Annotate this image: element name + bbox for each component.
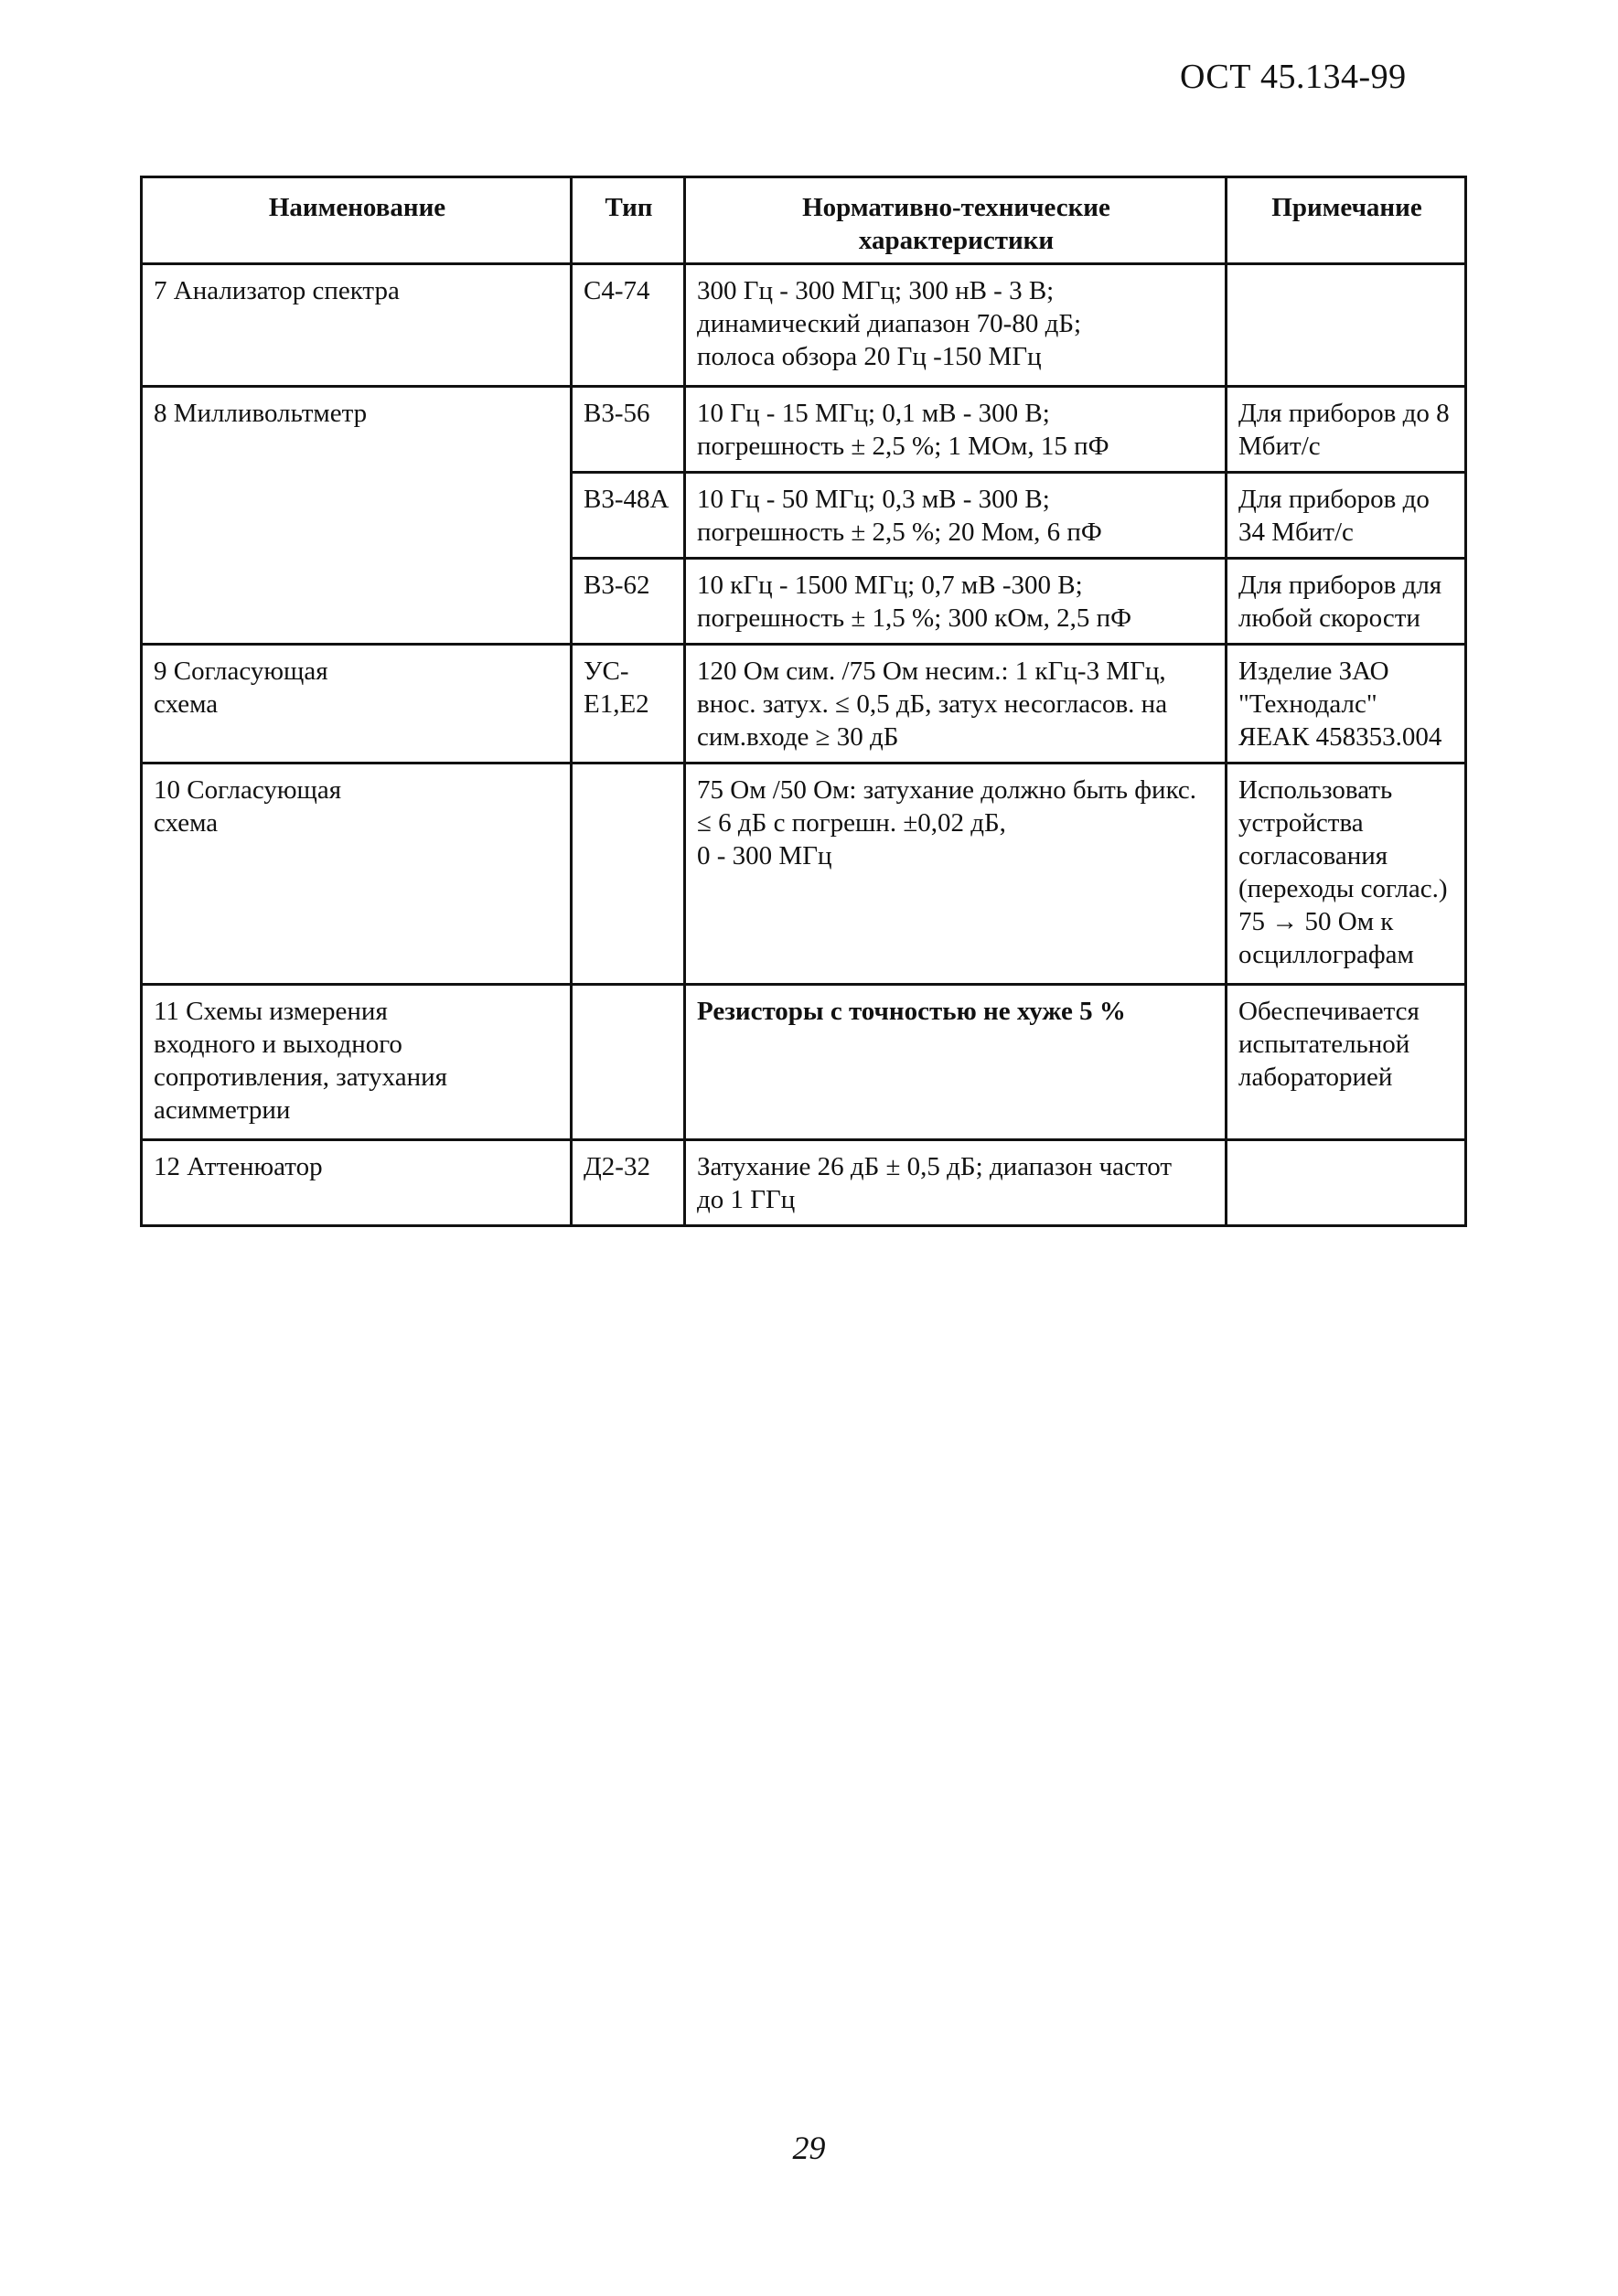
row-name: 12 Аттенюатор	[142, 1140, 572, 1226]
row-type: В3-62	[572, 559, 685, 645]
table-row	[142, 985, 1466, 1140]
row-type: УС- Е1,Е2	[572, 645, 685, 764]
row-specs: 300 Гц - 300 МГц; 300 нВ - 3 В; динамический диапазон 70-80 дБ; полоса обзора 20 Гц -150 МГц	[685, 264, 1227, 387]
equipment-table	[140, 176, 1467, 1227]
row-name: 10 Согласующая схема	[142, 764, 572, 985]
row-type: В3-56	[572, 387, 685, 473]
table-row	[142, 645, 1466, 764]
column-header-type: Тип	[572, 177, 685, 264]
table-row	[142, 264, 1466, 387]
column-header-specs: Нормативно-технические характеристики	[685, 177, 1227, 264]
row-note: Изделие ЗАО "Технодалс" ЯЕАК 458353.004	[1227, 645, 1466, 764]
row-note: Для приборов до 34 Мбит/с	[1227, 473, 1466, 559]
table-row	[142, 1140, 1466, 1226]
row-specs: 10 кГц - 1500 МГц; 0,7 мВ -300 В; погрешность ± 1,5 %; 300 кОм, 2,5 пФ	[685, 559, 1227, 645]
row-note: Обеспечивается испытательной лабораторией	[1227, 985, 1466, 1140]
row-specs: 10 Гц - 15 МГц; 0,1 мВ - 300 В; погрешность ± 2,5 %; 1 МОм, 15 пФ	[685, 387, 1227, 473]
document-code: ОСТ 45.134-99	[1180, 58, 1407, 96]
row-name: 8 Милливольтметр	[142, 387, 572, 645]
row-specs: 75 Ом /50 Ом: затухание должно быть фикс. ≤ 6 дБ с погрешн. ±0,02 дБ, 0 - 300 МГц	[685, 764, 1227, 985]
row-note: Для приборов до 8 Мбит/с	[1227, 387, 1466, 473]
row-specs: 10 Гц - 50 МГц; 0,3 мВ - 300 В; погрешность ± 2,5 %; 20 Мом, 6 пФ	[685, 473, 1227, 559]
row-note	[1227, 1140, 1466, 1226]
row-note	[1227, 264, 1466, 387]
row-note: Использовать устройства согласования (переходы соглас.) 75 → 50 Ом к осциллографам	[1227, 764, 1466, 985]
table-row	[142, 387, 1466, 473]
row-specs: 120 Ом сим. /75 Ом несим.: 1 кГц-3 МГц, внос. затух. ≤ 0,5 дБ, затух несогласов. на сим.входе ≥ 30 дБ	[685, 645, 1227, 764]
row-type: Д2-32	[572, 1140, 685, 1226]
row-name: 9 Согласующая схема	[142, 645, 572, 764]
table-header-row	[142, 177, 1466, 264]
row-type: С4-74	[572, 264, 685, 387]
column-header-name: Наименование	[142, 177, 572, 264]
row-note: Для приборов для любой скорости	[1227, 559, 1466, 645]
row-type	[572, 764, 685, 985]
row-type	[572, 985, 685, 1140]
row-specs: Затухание 26 дБ ± 0,5 дБ; диапазон частот до 1 ГГц	[685, 1140, 1227, 1226]
row-type: В3-48А	[572, 473, 685, 559]
row-specs: Резисторы с точностью не хуже 5 %	[685, 985, 1227, 1140]
row-name: 7 Анализатор спектра	[142, 264, 572, 387]
column-header-note: Примечание	[1227, 177, 1466, 264]
page-number: 29	[792, 2130, 826, 2166]
table-row	[142, 764, 1466, 985]
row-name: 11 Схемы измерения входного и выходного сопротивления, затухания асимметрии	[142, 985, 572, 1140]
